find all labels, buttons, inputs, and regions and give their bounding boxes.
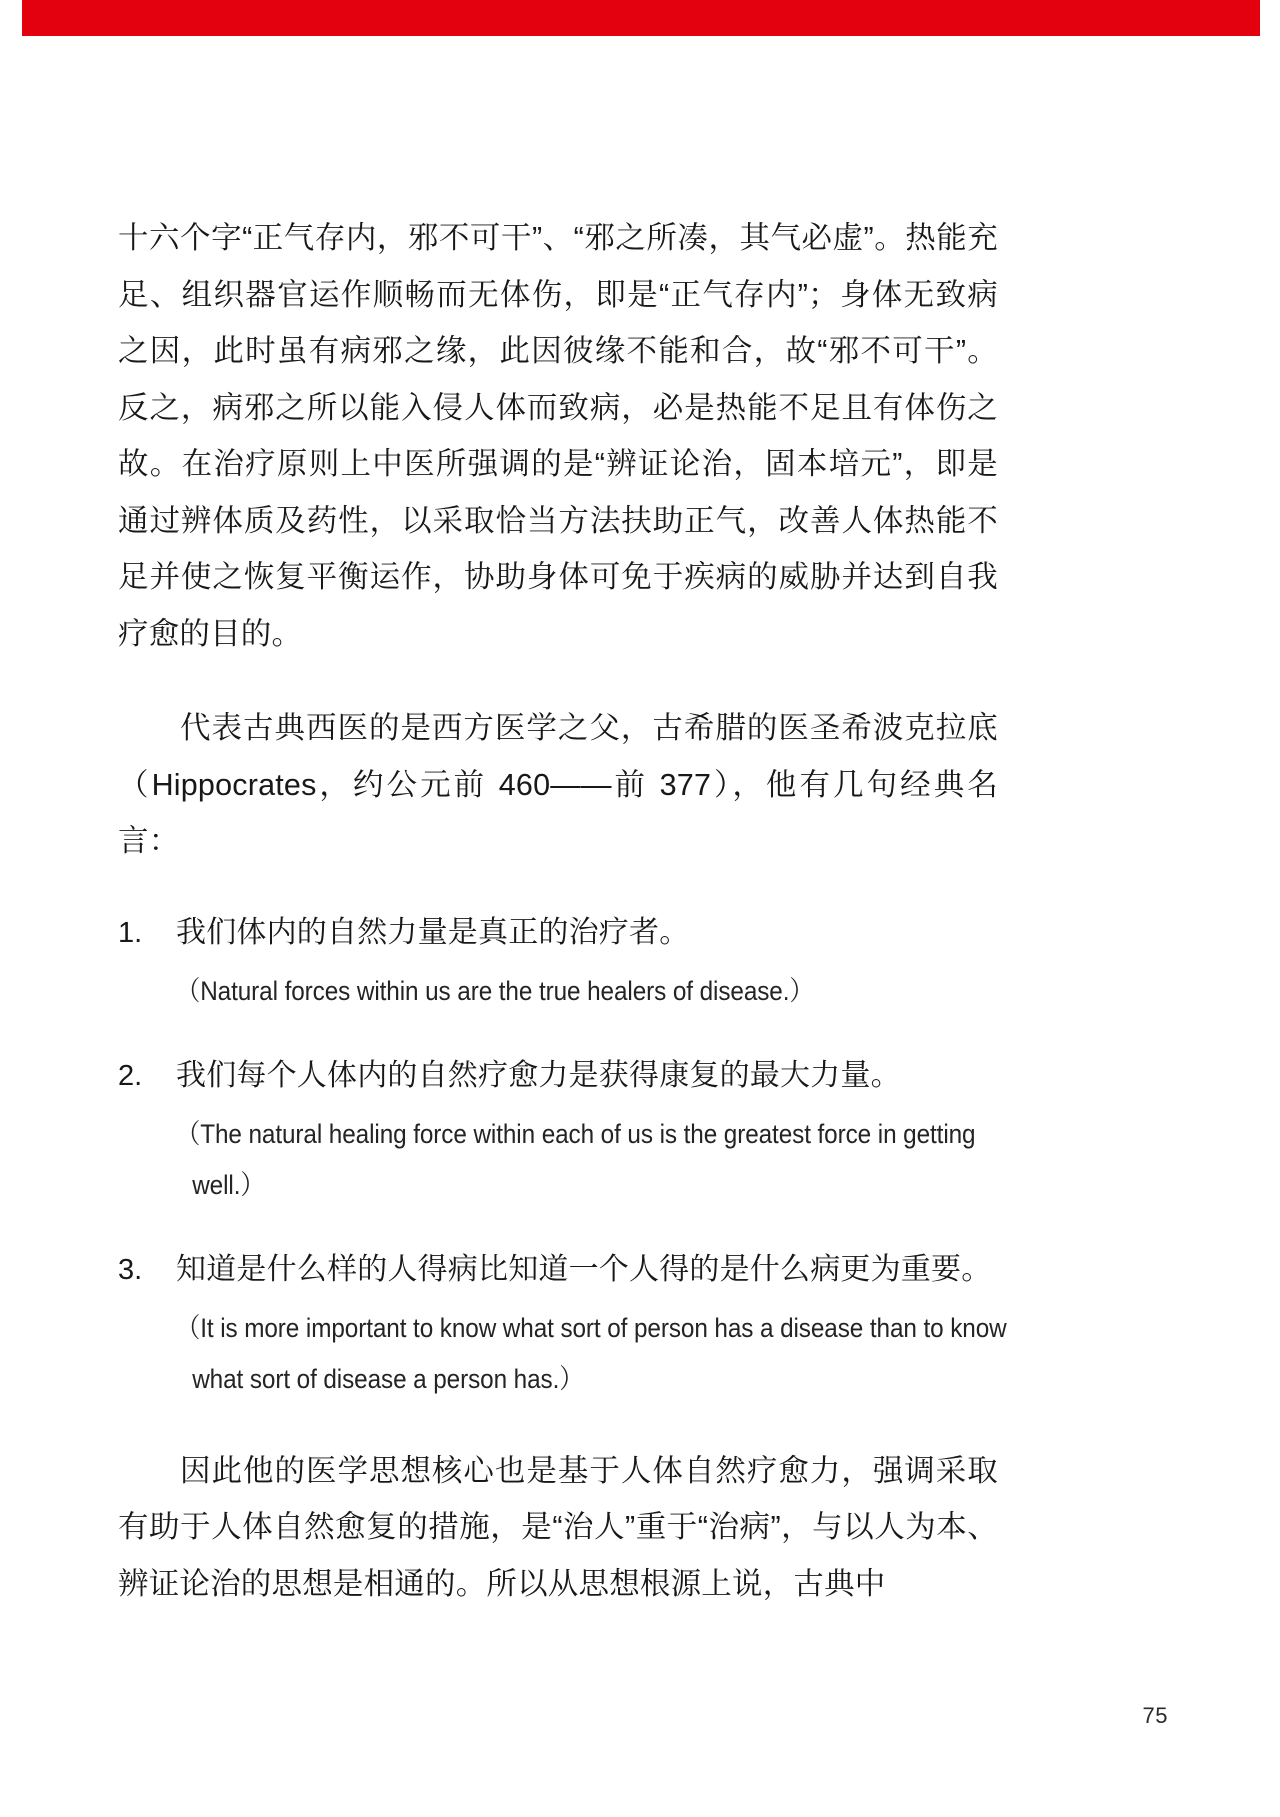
page-header-band — [0, 0, 1280, 36]
band-right-notch — [1260, 0, 1280, 36]
list-item-chinese-text: 我们每个人体内的自然疗愈力是获得康复的最大力量。 — [176, 1058, 901, 1092]
hippocrates-quote-list — [118, 908, 1007, 1405]
list-item-number: 1. — [118, 916, 143, 949]
page-sheet — [0, 36, 1280, 1817]
body-paragraph-3: 因此他的医学思想核心也是基于人体自然疗愈力，强调采取有助于人体自然愈复的措施，是“治人”重于“治病”，与以人为本、辨证论治的思想是相通的。所以从思想根源上说，古典中 — [118, 1453, 998, 1601]
body-paragraph-1: 十六个字“正气存内，邪不可干”、“邪之所凑，其气必虚”。热能充足、组织器官运作顺畅而无体伤，即是“正气存内”；身体无致病之因，此时虽有病邪之缘，此因彼缘不能和合，故“邪不可干”。反之，病邪之所以能入侵人体而致病，必是热能不足且有体伤之故。在治疗原则上中医所强调的是“辨证论治，固本培元”，即是通过辨体质及药性，以采取恰当方法扶助正气，改善人体热能不足并使之恢复平衡运作，协助身体可免于疾病的威胁并达到自我疗愈的目的。 — [118, 221, 998, 651]
paragraph-spacer — [118, 662, 998, 700]
list-item-number: 3. — [118, 1253, 143, 1286]
list-item-english-text: （It is more important to know what sort of person has a disease than to know what sort of disease a person has.） — [176, 1312, 1007, 1394]
list-item — [118, 1245, 1007, 1405]
list-item — [118, 908, 998, 1017]
band-left-notch — [0, 0, 22, 36]
list-item-number: 2. — [118, 1059, 143, 1092]
list-item-chinese-text: 知道是什么样的人得病比知道一个人得的是什么病更为重要。 — [176, 1252, 992, 1286]
list-item-english-text: （Natural forces within us are the true healers of disease.） — [176, 975, 814, 1006]
list-item — [118, 1051, 998, 1211]
list-item-english-text: （The natural healing force within each of us is the greatest force in getting well.） — [176, 1118, 976, 1200]
body-paragraph-2: 代表古典西医的是西方医学之父，古希腊的医圣希波克拉底（Hippocrates，约公元前 460——前 377），他有几句经典名言： — [118, 711, 998, 858]
content-column — [118, 210, 1007, 1612]
paragraph-spacer — [118, 870, 998, 908]
page-number: 75 — [1142, 1703, 1168, 1728]
paragraph-spacer — [118, 1405, 998, 1443]
list-item-chinese-text: 我们体内的自然力量是真正的治疗者。 — [176, 915, 690, 949]
